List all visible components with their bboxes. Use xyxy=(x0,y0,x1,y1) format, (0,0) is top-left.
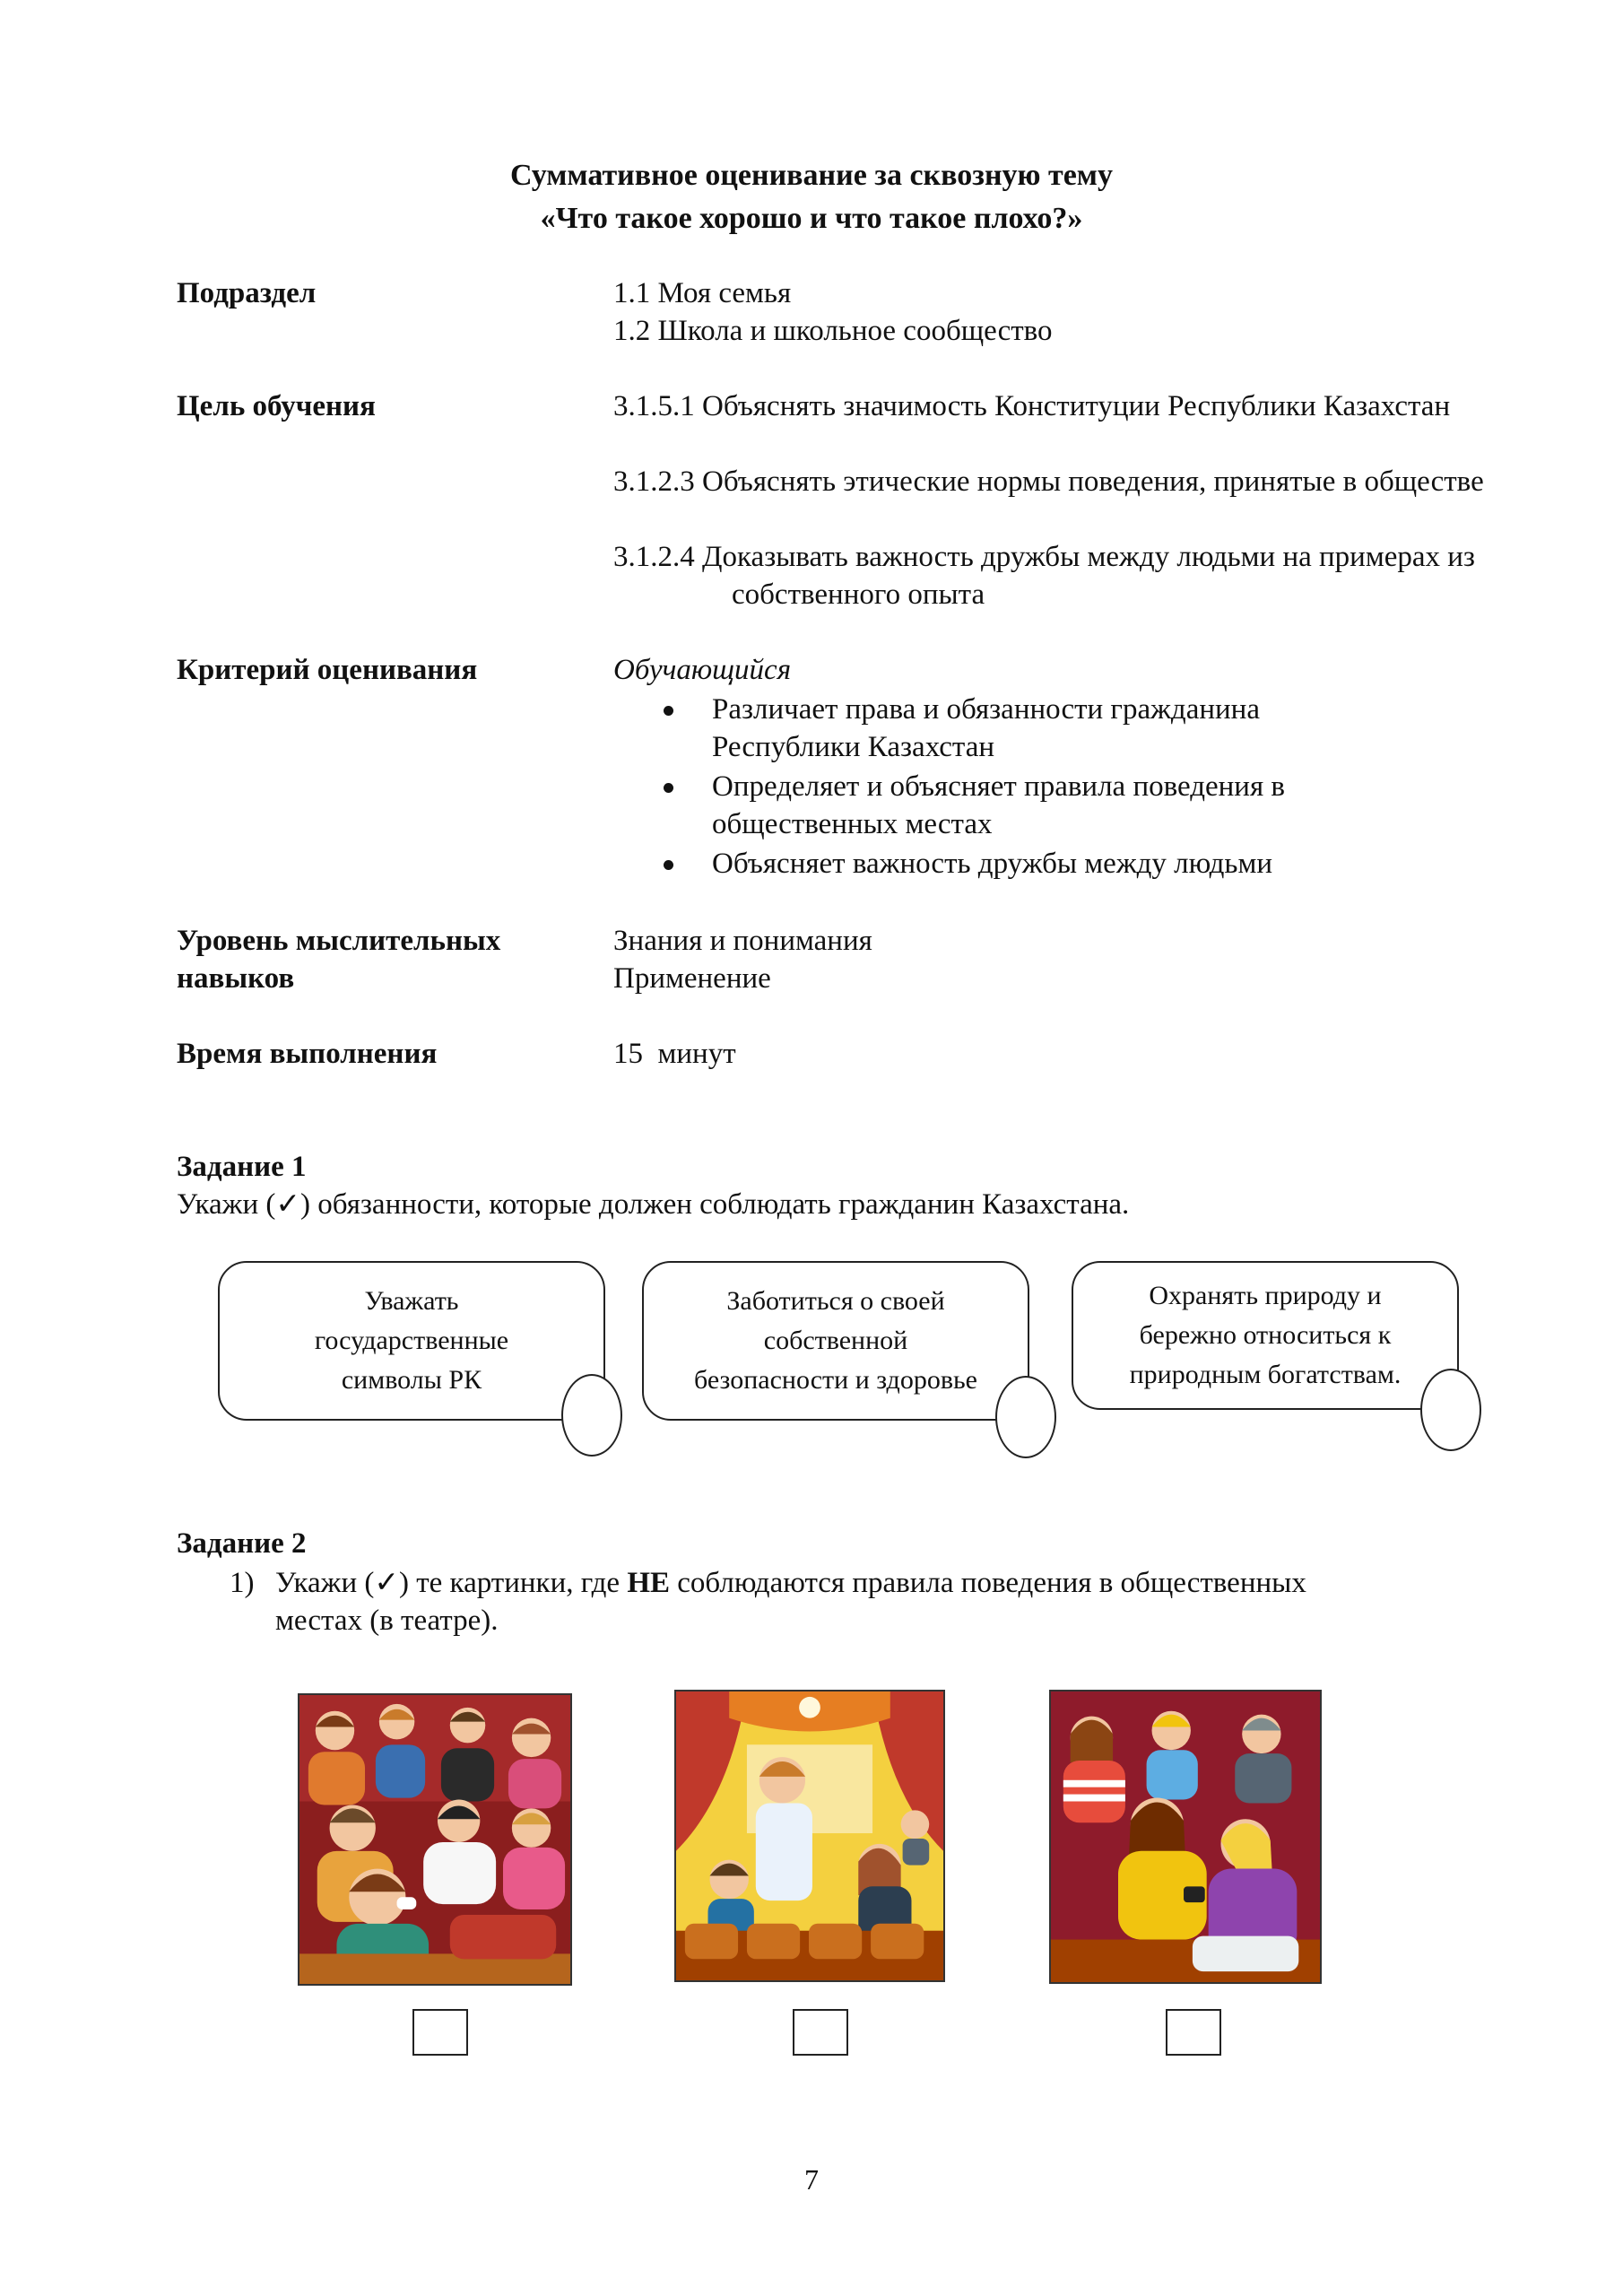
page-title-line2: «Что такое хорошо и что такое плохо?» xyxy=(540,202,1083,235)
theater-audience-talking-icon xyxy=(1049,1690,1322,1984)
bullet-icon xyxy=(664,860,673,870)
task1-option-card-2 xyxy=(642,1261,1029,1421)
task1-answer-circle-3[interactable] xyxy=(1420,1369,1481,1451)
time-value: 15 минут xyxy=(613,1038,736,1070)
task1-answer-circle-2[interactable] xyxy=(995,1376,1056,1458)
criteria-list xyxy=(613,691,1402,884)
page-number: 7 xyxy=(804,2163,819,2196)
bullet-icon xyxy=(664,783,673,793)
bullet-icon xyxy=(664,706,673,716)
objective-item-3: 3.1.2.4 Доказывать важность дружбы между людьми на примерах из собственного опыта xyxy=(613,541,1475,611)
task1-answer-circle-1[interactable] xyxy=(561,1374,622,1457)
task1-heading: Задание 1 xyxy=(177,1151,307,1183)
skills-value-2: Применение xyxy=(613,962,771,995)
task2-checkbox-3[interactable] xyxy=(1166,2009,1221,2056)
criteria-item: Объясняет важность дружбы между людьми xyxy=(613,845,1402,883)
task2-item-number: 1) xyxy=(230,1567,255,1599)
criteria-intro: Обучающийся xyxy=(613,654,792,686)
subsection-value-2: 1.2 Школа и школьное сообщество xyxy=(613,315,1053,347)
task2-checkbox-2[interactable] xyxy=(793,2009,848,2056)
task2-heading: Задание 2 xyxy=(177,1527,307,1560)
page-title-line1: Суммативное оценивание за сквозную тему xyxy=(510,159,1113,192)
subsection-label: Подраздел xyxy=(177,277,317,309)
objective-label: Цель обучения xyxy=(177,390,376,422)
theater-audience-eating-icon xyxy=(298,1693,572,1986)
task1-option-text: Уважать государственные символы РК xyxy=(314,1286,509,1395)
task2-instruction-line1: Укажи (✓) те картинки, где НЕ соблюдаются правила поведения в общественных xyxy=(275,1567,1306,1599)
subsection-value-1: 1.1 Моя семья xyxy=(613,277,792,309)
time-label: Время выполнения xyxy=(177,1038,438,1070)
objective-item-1: 3.1.5.1 Объяснять значимость Конституции Республики Казахстан xyxy=(613,390,1451,422)
criteria-item: Различает права и обязанности гражданина Республики Казахстан xyxy=(613,691,1402,766)
task1-option-card-1 xyxy=(218,1261,605,1421)
task1-option-text: Заботиться о своей собственной безопасности и здоровье xyxy=(694,1286,977,1395)
skills-label-line2: навыков xyxy=(177,962,295,995)
criteria-item: Определяет и объясняет правила поведения в общественных местах xyxy=(613,768,1402,843)
task1-option-text: Охранять природу и бережно относиться к природным богатствам. xyxy=(1129,1281,1402,1389)
task1-instruction: Укажи (✓) обязанности, которые должен соблюдать гражданин Казахстана. xyxy=(177,1188,1130,1221)
theater-audience-standing-icon xyxy=(674,1690,945,1982)
task2-checkbox-1[interactable] xyxy=(412,2009,468,2056)
skills-label-line1: Уровень мыслительных xyxy=(177,925,501,957)
task2-instruction-line2: местах (в театре). xyxy=(275,1605,499,1637)
criteria-label: Критерий оценивания xyxy=(177,654,478,686)
objective-item-2: 3.1.2.3 Объяснять этические нормы поведения, принятые в обществе xyxy=(613,465,1484,498)
skills-value-1: Знания и понимания xyxy=(613,925,872,957)
task1-option-card-3 xyxy=(1072,1261,1459,1410)
